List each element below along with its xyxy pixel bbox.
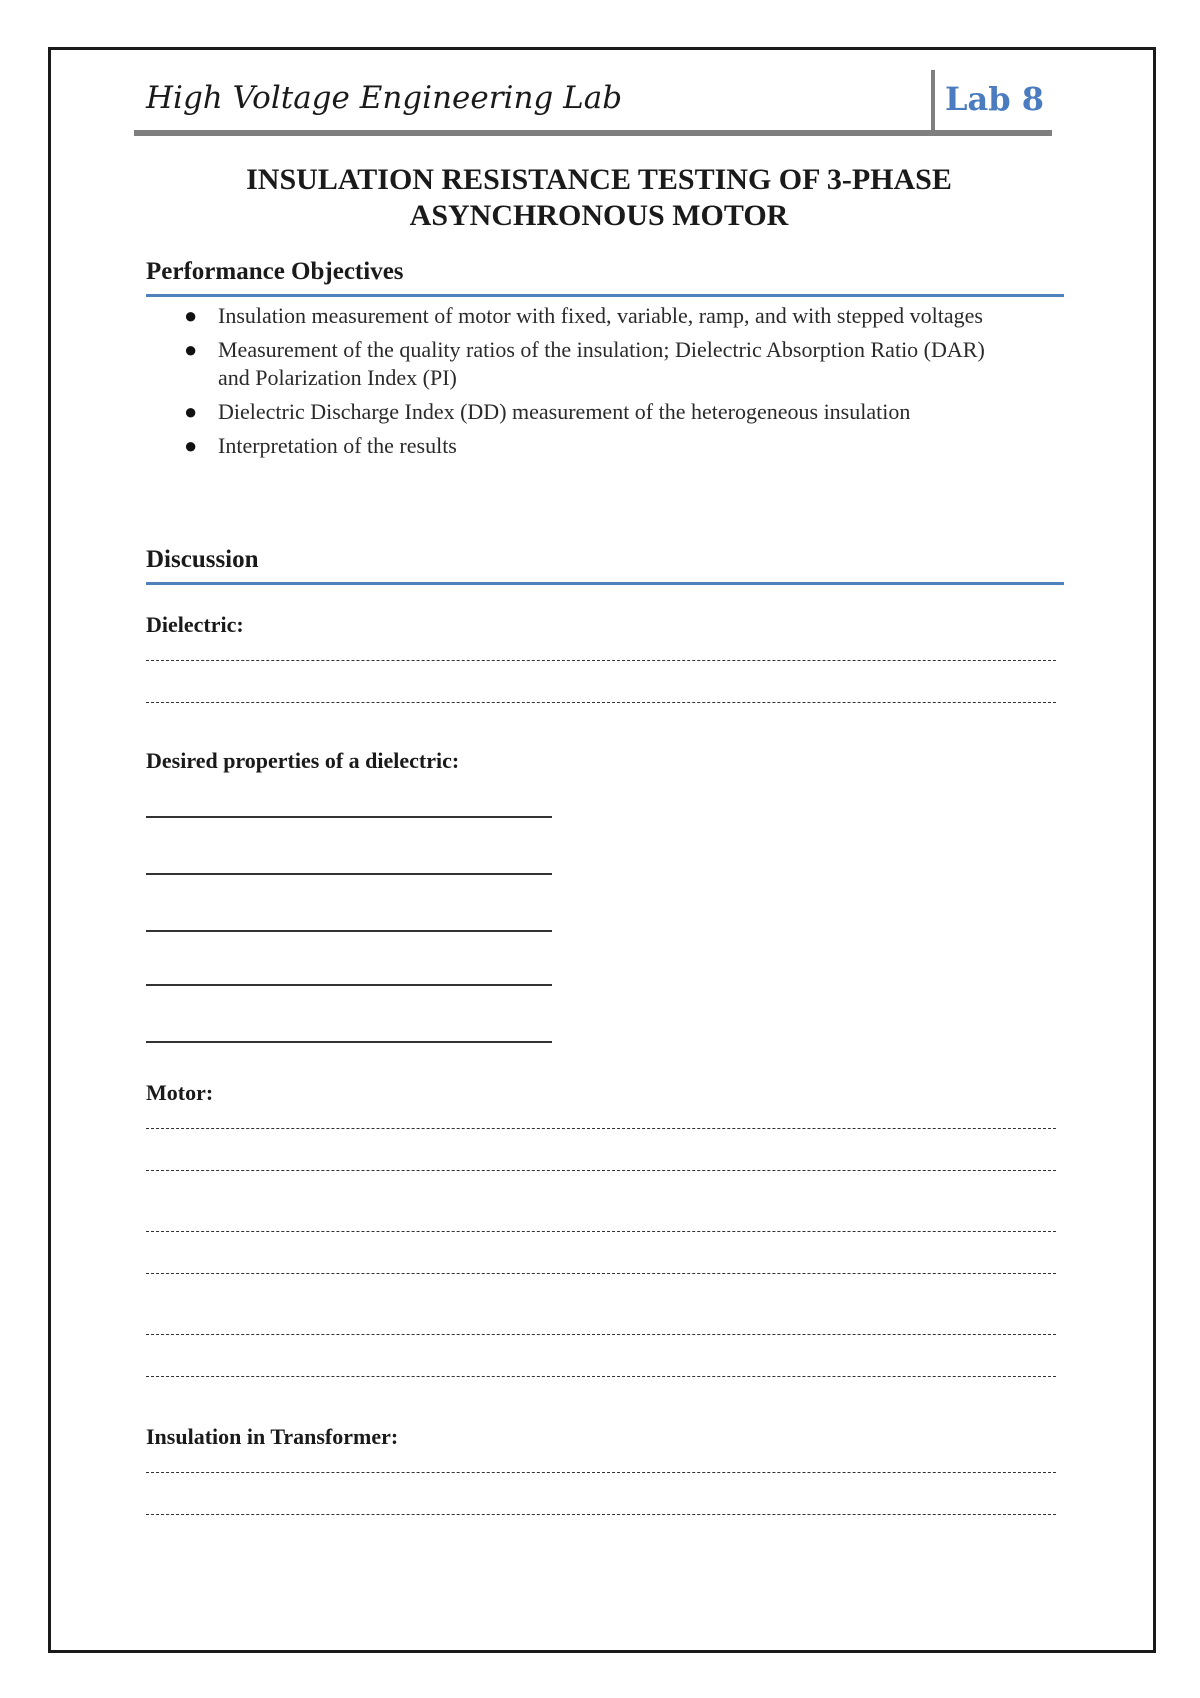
answer-line [146, 1273, 1056, 1274]
header-rule [134, 130, 1052, 136]
answer-line [146, 1041, 552, 1043]
answer-line [146, 930, 552, 932]
answer-line [146, 1128, 1056, 1129]
answer-line [146, 1334, 1056, 1335]
lab-number: Lab 8 [945, 80, 1045, 118]
title-line-1: INSULATION RESISTANCE TESTING OF 3-PHASE [246, 163, 952, 196]
page-header [134, 70, 1052, 136]
answer-line [146, 1376, 1056, 1377]
bullet-icon: ● [184, 337, 198, 362]
answer-line [146, 1231, 1056, 1232]
bullet-icon: ● [184, 303, 198, 328]
properties-label: Desired properties of a dielectric: [146, 748, 460, 773]
discussion-heading: Discussion [146, 546, 259, 573]
objectives-list [178, 302, 1008, 466]
answer-line [146, 816, 552, 818]
header-divider [931, 70, 935, 134]
transformer-label: Insulation in Transformer: [146, 1424, 399, 1449]
motor-label: Motor: [146, 1080, 214, 1105]
list-item: ● Insulation measurement of motor with fixed, variable, ramp, and with stepped voltages [184, 303, 983, 328]
title-line-2: ASYNCHRONOUS MOTOR [409, 199, 789, 232]
answer-line [146, 1170, 1056, 1171]
objectives-rule [146, 294, 1064, 297]
answer-line [146, 984, 552, 986]
dielectric-label: Dielectric: [146, 612, 244, 637]
answer-line [146, 873, 552, 875]
header-title: High Voltage Engineering Lab [146, 80, 623, 116]
list-item: ● Dielectric Discharge Index (DD) measurement of the heterogeneous insulation [184, 399, 911, 424]
list-item: ● Measurement of the quality ratios of the insulation; Dielectric Absorption Ratio (DAR) and Polarization Index (PI) [184, 337, 985, 390]
answer-line [146, 702, 1056, 703]
answer-line [146, 1514, 1056, 1515]
objectives-heading: Performance Objectives [146, 258, 404, 285]
answer-line [146, 1472, 1056, 1473]
bullet-icon: ● [184, 399, 198, 424]
page-border [48, 47, 1156, 1653]
discussion-rule [146, 582, 1064, 585]
answer-line [146, 660, 1056, 661]
document-title [134, 162, 1064, 234]
bullet-icon: ● [184, 433, 198, 458]
list-item: ● Interpretation of the results [184, 433, 457, 458]
